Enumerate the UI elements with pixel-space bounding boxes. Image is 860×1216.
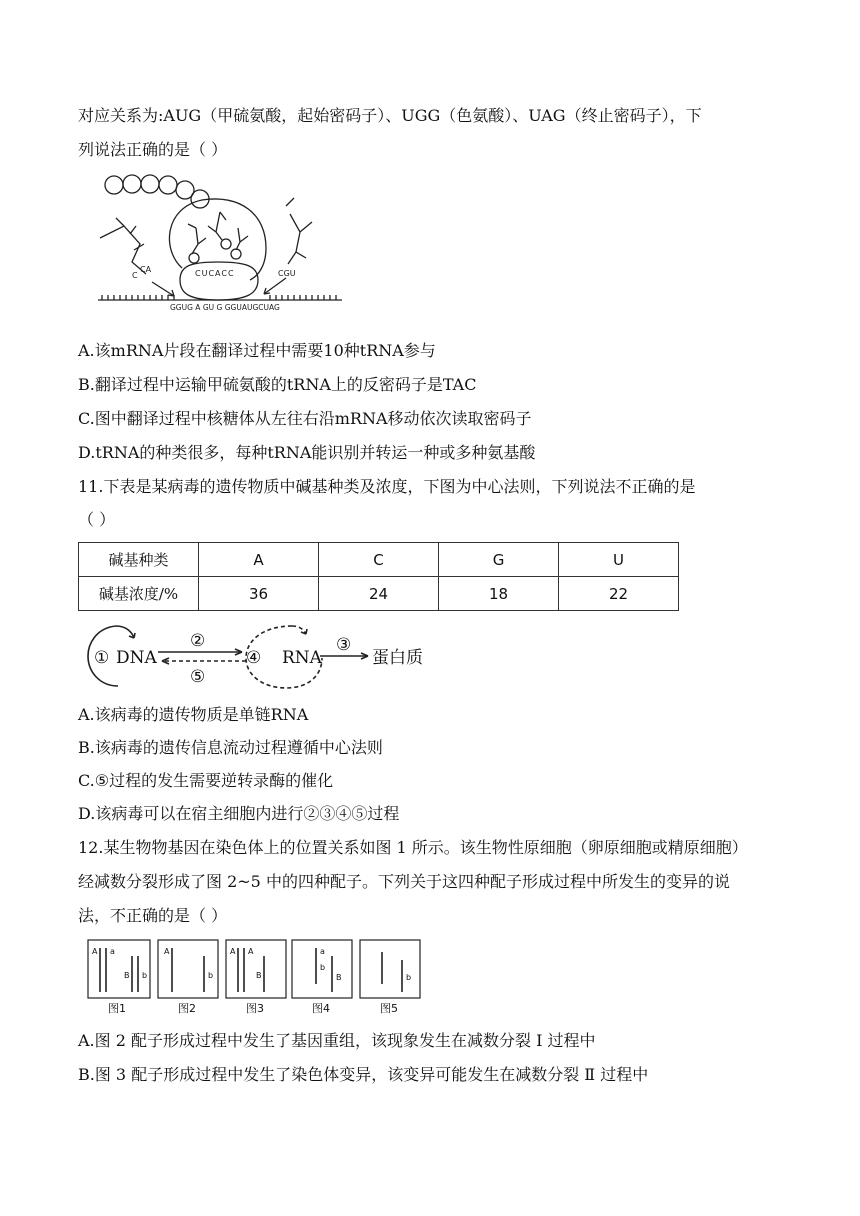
gene-label: B: [336, 973, 342, 982]
trna-loop: [221, 239, 231, 249]
mrna-sequence: GGUG A GU G GGUAUGCUAG: [170, 303, 280, 312]
q10-option-d: D.tRNA的种类很多，每种tRNA能识别并转运一种或多种氨基酸: [78, 443, 536, 462]
gene-label: A: [164, 947, 170, 956]
gene-label: B: [256, 971, 262, 980]
figure-5-box: [360, 940, 420, 998]
table-cell: 18: [439, 577, 559, 611]
figure-label: 图5: [380, 1002, 398, 1015]
table-cell: G: [439, 543, 559, 577]
gene-label: b: [142, 971, 148, 980]
trna-loop: [231, 249, 241, 259]
arrow-left: [152, 282, 174, 296]
mrna-ticks: [102, 295, 336, 300]
table-cell: 36: [199, 577, 319, 611]
q10-stem-line2: 列说法正确的是（ ）: [78, 140, 228, 159]
central-dogma-diagram: [86, 620, 446, 692]
gene-label: A: [92, 947, 98, 956]
q11-stem-line1: 11.下表是某病毒的遗传物质中碱基种类及浓度，下图为中心法则，下列说法不正确的是: [78, 477, 696, 496]
label-1: ①: [94, 648, 110, 668]
gene-label: b: [208, 971, 214, 980]
label-3: ③: [336, 635, 352, 655]
table-row: [79, 577, 679, 611]
gene-label: a: [320, 947, 325, 956]
q10-option-a: A.该mRNA片段在翻译过程中需要10种tRNA参与: [78, 341, 436, 360]
label-dna: DNA: [116, 648, 157, 668]
table-header-cell: 碱基种类: [79, 543, 199, 577]
arrow-right: [264, 278, 286, 294]
label-4: ④: [246, 648, 262, 668]
q11-stem-line2: （ ）: [78, 510, 116, 529]
table-row: [79, 543, 679, 577]
gene-label: B: [124, 971, 130, 980]
gene-label: b: [406, 973, 412, 982]
amino-acid-circle: [159, 176, 177, 194]
trna-inner-1: [188, 224, 206, 254]
q11-option-c: C.⑤过程的发生需要逆转录酶的催化: [78, 771, 334, 790]
anticodon-left-c: C: [132, 271, 138, 280]
figure-label: 图1: [108, 1002, 126, 1015]
q12-option-a: A.图 2 配子形成过程中发生了基因重组，该现象发生在减数分裂 Ⅰ 过程中: [78, 1031, 596, 1050]
table-cell: 24: [319, 577, 439, 611]
q10-stem-line1: 对应关系为:AUG（甲硫氨酸，起始密码子）、UGG（色氨酸）、UAG（终止密码子），下: [78, 106, 702, 125]
q10-option-b: B.翻译过程中运输甲硫氨酸的tRNA上的反密码子是TAC: [78, 375, 477, 394]
chromosome-figures: [86, 938, 426, 1018]
table-cell: A: [199, 543, 319, 577]
amino-acid-circle: [105, 176, 123, 194]
label-5: ⑤: [190, 667, 206, 687]
trna-right: [286, 198, 312, 264]
q10-option-c: C.图中翻译过程中核糖体从左往右沿mRNA移动依次读取密码子: [78, 409, 532, 428]
q11-option-d: D.该病毒可以在宿主细胞内进行②③④⑤过程: [78, 804, 400, 823]
translation-diagram: [90, 170, 350, 320]
gene-label: b: [320, 963, 326, 972]
q11-option-a: A.该病毒的遗传物质是单链RNA: [78, 705, 309, 724]
gene-label: A: [248, 947, 254, 956]
ribosome-anticodons: CUCACC: [195, 269, 235, 278]
trna-inner-2: [208, 212, 226, 240]
q12-stem-line1: 12.某生物物基因在染色体上的位置关系如图 1 所示。该生物性原细胞（卵原细胞或精原细胞）: [78, 838, 748, 857]
base-concentration-table: [78, 542, 679, 611]
gene-label: A: [230, 947, 236, 956]
ribosome-small-subunit: [180, 262, 258, 300]
table-cell: U: [559, 543, 679, 577]
trna-loop: [189, 253, 199, 263]
q12-stem-line2: 经减数分裂形成了图 2~5 中的四种配子。下列关于这四种配子形成过程中所发生的变异的说: [78, 872, 730, 891]
label-protein: 蛋白质: [372, 648, 423, 668]
table-header-cell: 碱基浓度/%: [79, 577, 199, 611]
label-2: ②: [190, 631, 206, 651]
q12-stem-line3: 法，不正确的是（ ）: [78, 906, 228, 925]
amino-acid-circle: [123, 175, 141, 193]
q12-option-b: B.图 3 配子形成过程中发生了染色体变异，该变异可能发生在减数分裂 Ⅱ 过程中: [78, 1065, 649, 1084]
q11-option-b: B.该病毒的遗传信息流动过程遵循中心法则: [78, 738, 383, 757]
figure-label: 图4: [312, 1002, 330, 1015]
anticodon-right: CGU: [278, 269, 296, 278]
label-rna: RNA: [282, 648, 322, 668]
table-cell: C: [319, 543, 439, 577]
table-cell: 22: [559, 577, 679, 611]
anticodon-left-ca: CA: [140, 265, 152, 274]
trna-inner-3: [236, 228, 248, 250]
amino-acid-circle: [141, 175, 159, 193]
figure-label: 图2: [178, 1002, 196, 1015]
gene-label: a: [110, 947, 115, 956]
figure-label: 图3: [246, 1002, 264, 1015]
